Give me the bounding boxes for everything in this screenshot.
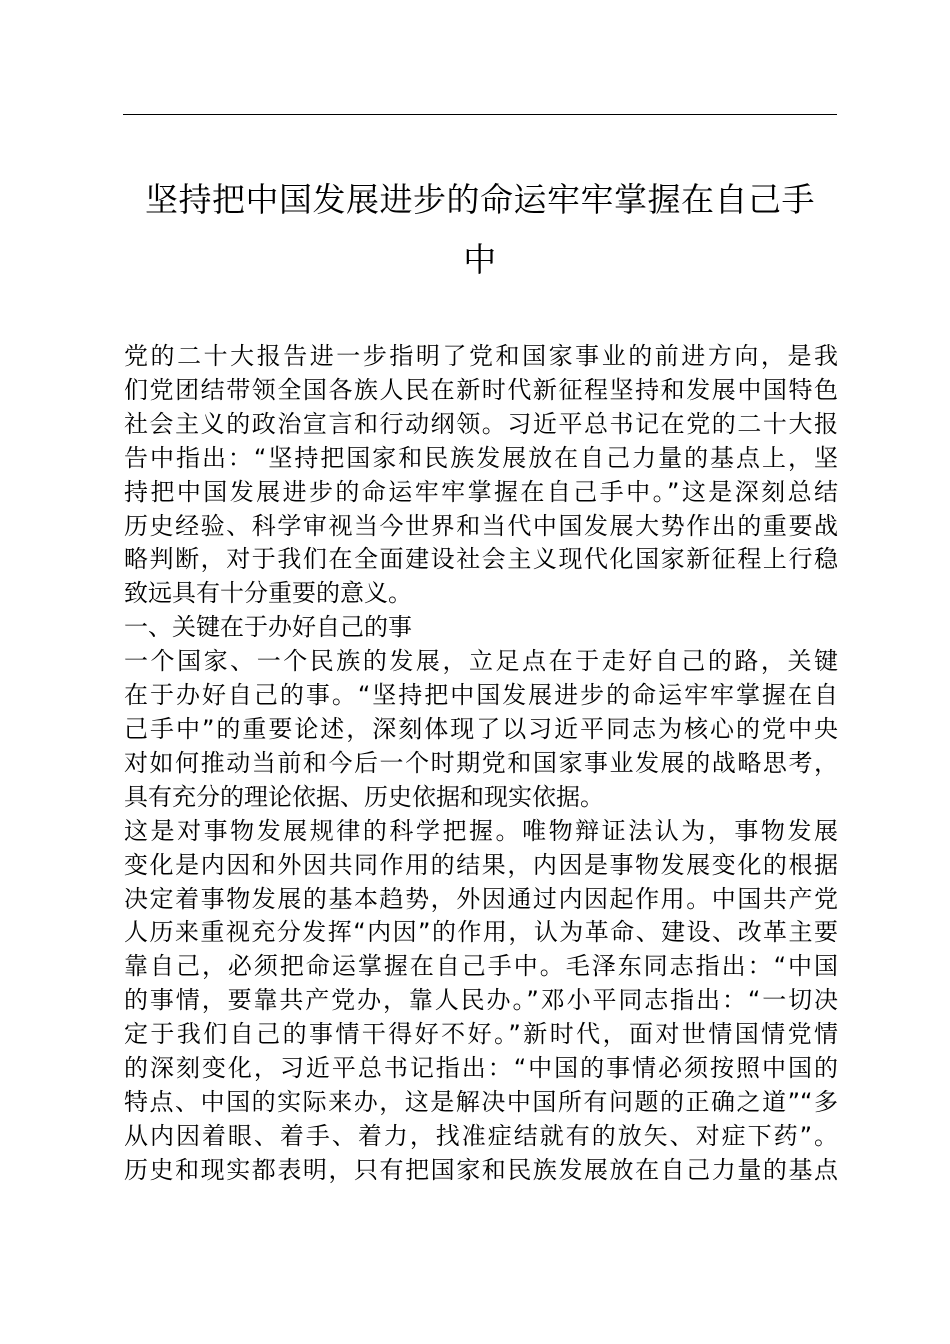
text-line: 从内因着眼、着手、着力，找准症结就有的放矢、对症下药”。: [124, 1121, 838, 1150]
text-line: 致远具有十分重要的意义。: [124, 579, 412, 608]
text-line: 靠自己，必须把命运掌握在自己手中。毛泽东同志指出：“中国: [124, 952, 838, 981]
document-title: [123, 170, 837, 290]
paragraph-dialectics: [124, 815, 838, 1188]
document-body: [124, 340, 838, 1188]
text-line: 的事情，要靠共产党办，靠人民办。”邓小平同志指出：“一切决: [124, 986, 838, 1015]
text-line: 对如何推动当前和今后一个时期党和国家事业发展的战略思考，: [124, 748, 838, 777]
text-line: 的深刻变化，习近平总书记指出：“中国的事情必须按照中国的: [124, 1054, 838, 1083]
text-line: 变化是内因和外因共同作用的结果，内因是事物发展变化的根据: [124, 850, 838, 879]
text-line: 持把中国发展进步的命运牢牢掌握在自己手中。”这是深刻总结: [124, 477, 838, 506]
text-line: 社会主义的政治宣言和行动纲领。习近平总书记在党的二十大报: [124, 409, 838, 438]
section-heading: [124, 611, 838, 645]
text-line: 历史和现实都表明，只有把国家和民族发展放在自己力量的基点: [124, 1155, 838, 1184]
header-rule: [123, 114, 837, 115]
text-line: 己手中”的重要论述，深刻体现了以习近平同志为核心的党中央: [124, 714, 838, 743]
text-line: 具有充分的理论依据、历史依据和现实依据。: [124, 782, 604, 811]
text-line: 定于我们自己的事情干得好不好。”新时代，面对世情国情党情: [124, 1020, 838, 1049]
title-line: 中: [463, 240, 497, 279]
text-line: 在于办好自己的事。“坚持把中国发展进步的命运牢牢掌握在自: [124, 681, 838, 710]
text-line: 人历来重视充分发挥“内因”的作用，认为革命、建设、改革主要: [124, 918, 838, 947]
text-line: 这是对事物发展规律的科学把握。唯物辩证法认为，事物发展: [124, 816, 838, 845]
text-line: 党的二十大报告进一步指明了党和国家事业的前进方向，是我: [124, 342, 838, 370]
text-line: 决定着事物发展的基本趋势，外因通过内因起作用。中国共产党: [124, 884, 838, 913]
text-line: 特点、中国的实际来办，这是解决中国所有问题的正确之道”“多: [124, 1087, 838, 1116]
text-line: 一个国家、一个民族的发展，立足点在于走好自己的路，关键: [124, 647, 838, 676]
text-line: 历史经验、科学审视当今世界和当代中国发展大势作出的重要战: [124, 511, 838, 540]
paragraph-intro: [124, 340, 838, 611]
text-line: 略判断，对于我们在全面建设社会主义现代化国家新征程上行稳: [124, 545, 838, 574]
title-line: 坚持把中国发展进步的命运牢牢掌握在自己手: [145, 180, 815, 219]
paragraph-section-1: [124, 645, 838, 815]
text-line: 们党团结带领全国各族人民在新时代新征程坚持和发展中国特色: [124, 375, 838, 404]
section-heading-text: 一、关键在于办好自己的事: [124, 613, 412, 642]
text-line: 告中指出：“坚持把国家和民族发展放在自己力量的基点上，坚: [124, 443, 838, 472]
